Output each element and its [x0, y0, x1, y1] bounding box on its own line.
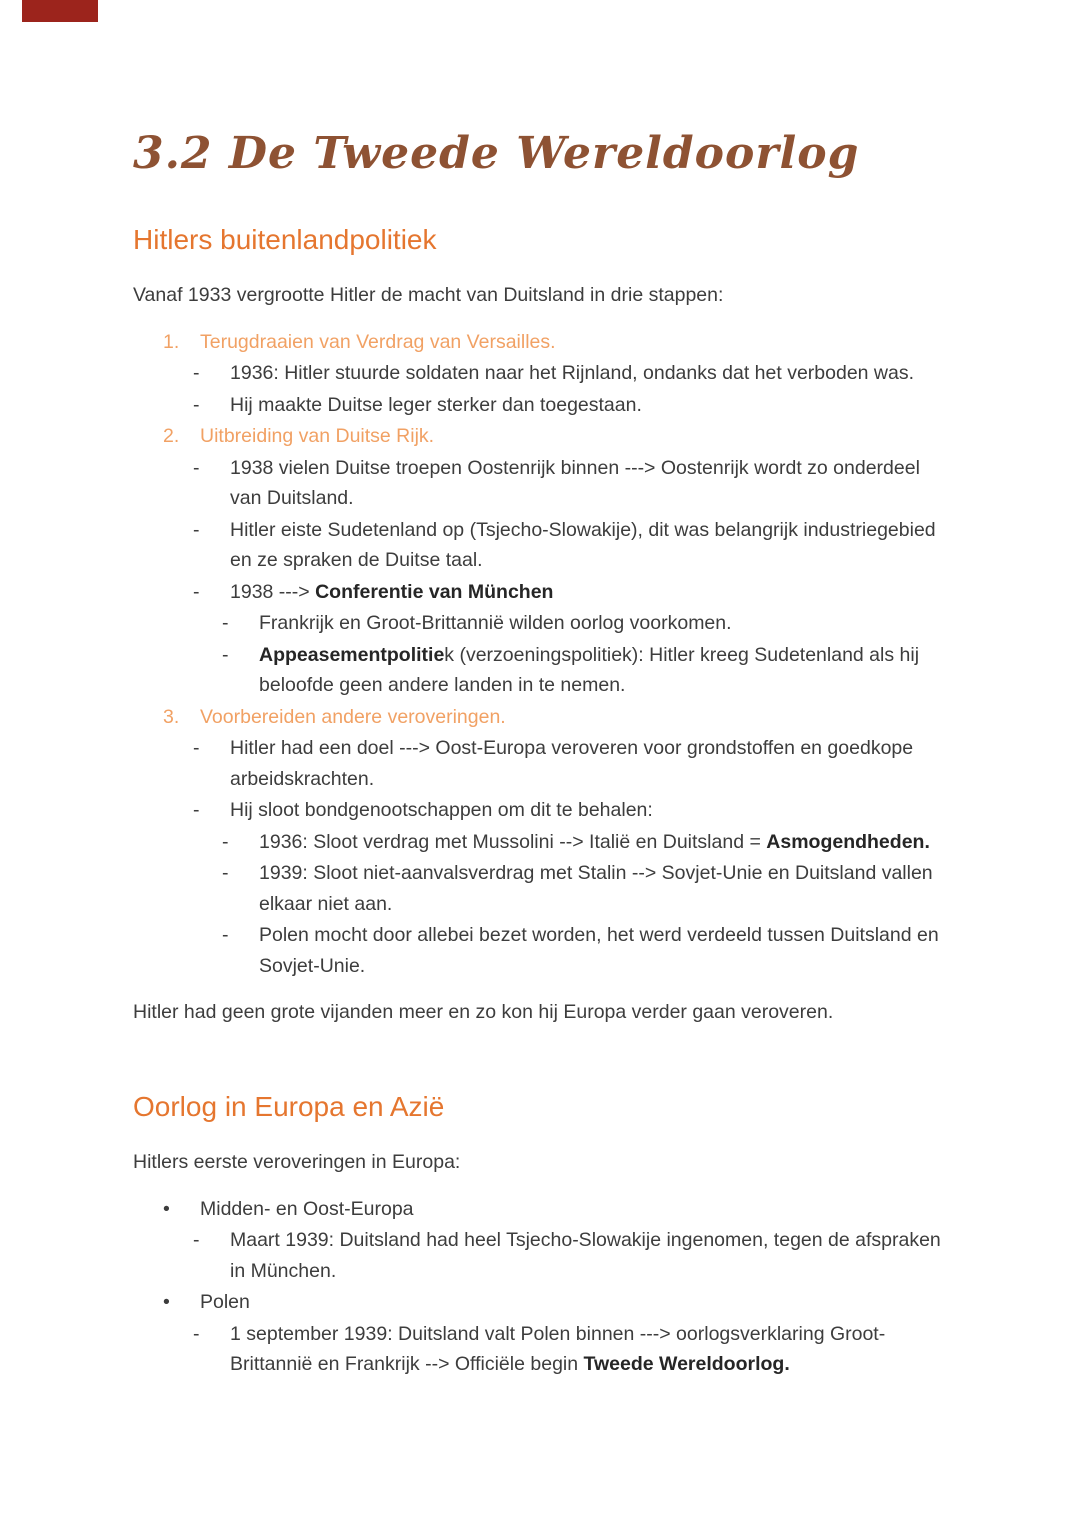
item-text: Hitler eiste Sudetenland op (Tsjecho-Slowakije), dit was belangrijk industriegebied en ze spraken de Duitse taal. — [230, 518, 936, 572]
dash-marker: - — [222, 643, 229, 666]
list-item-bullet — [133, 1287, 947, 1318]
bullet-list-veroveringen — [133, 1194, 947, 1380]
item-text: Hitler had een doel ---> Oost-Europa veroveren voor grondstoffen en goedkope arbeidskrachten. — [230, 737, 914, 790]
list-item — [133, 795, 947, 826]
section-heading-oorlog: Oorlog in Europa en Azië — [133, 1090, 445, 1122]
item-label: Uitbreiding van Duitse Rijk. — [200, 425, 435, 448]
bullet-marker: • — [163, 1291, 170, 1314]
item-number: 1. — [163, 330, 180, 353]
item-text: Hij sloot bondgenootschappen om dit te behalen: — [230, 799, 653, 822]
dash-marker: - — [193, 580, 200, 603]
intro-paragraph-2: Hitlers eerste veroveringen in Europa: — [133, 1151, 461, 1174]
dash-marker: - — [193, 737, 200, 760]
dash-marker: - — [193, 518, 200, 541]
dash-marker: - — [193, 362, 200, 385]
item-label: Voorbereiden andere veroveringen. — [200, 705, 506, 728]
section-heading-buitenlandpolitiek: Hitlers buitenlandpolitiek — [133, 223, 437, 255]
dash-marker: - — [222, 612, 229, 635]
item-label: Midden- en Oost-Europa — [200, 1197, 414, 1220]
dash-marker: - — [193, 393, 200, 416]
list-item — [133, 920, 947, 981]
list-item — [133, 640, 947, 701]
list-item — [133, 577, 947, 608]
item-text: 1936: Sloot verdrag met Mussolini --> Italië en Duitsland = Asmogendheden. — [259, 830, 930, 853]
dash-marker: - — [222, 862, 229, 885]
item-text: Maart 1939: Duitsland had heel Tsjecho-Slowakije ingenomen, tegen de afspraken in München. — [230, 1229, 941, 1282]
dash-marker: - — [193, 799, 200, 822]
item-text: 1936: Hitler stuurde soldaten naar het Rijnland, ondanks dat het verboden was. — [230, 362, 915, 385]
item-text: 1 september 1939: Duitsland valt Polen binnen ---> oorlogsverklaring Groot-Brittannië en Frankrijk --> Officiële begin Tweede Wereldoorlog. — [230, 1322, 886, 1376]
list-item — [133, 390, 947, 421]
bullet-marker: • — [163, 1197, 170, 1220]
item-text: Appeasementpolitiek (verzoeningspolitiek): Hitler kreeg Sudetenland als hij beloofde geen andere landen in te nemen. — [259, 643, 920, 697]
dash-marker: - — [222, 830, 229, 853]
page-title: 3.2 De Tweede Wereldoorlog — [133, 128, 860, 179]
dash-marker: - — [193, 1322, 200, 1345]
item-text: 1938 ---> Conferentie van München — [230, 580, 554, 603]
list-item-step-1 — [133, 327, 947, 358]
dash-marker: - — [193, 1229, 200, 1252]
dash-marker: - — [193, 456, 200, 479]
list-item — [133, 358, 947, 389]
list-item — [133, 608, 947, 639]
list-item-step-3 — [133, 702, 947, 733]
dash-marker: - — [222, 924, 229, 947]
list-item-bullet — [133, 1194, 947, 1225]
item-text: 1938 vielen Duitse troepen Oostenrijk binnen ---> Oostenrijk wordt zo onderdeel van Duitsland. — [230, 456, 920, 510]
outro-paragraph: Hitler had geen grote vijanden meer en zo kon hij Europa verder gaan veroveren. — [133, 1001, 834, 1024]
list-item — [133, 733, 947, 794]
item-text: 1939: Sloot niet-aanvalsverdrag met Stalin --> Sovjet-Unie en Duitsland vallen elkaar niet aan. — [259, 862, 933, 915]
item-label: Polen — [200, 1291, 250, 1314]
item-number: 2. — [163, 425, 180, 448]
item-text: Polen mocht door allebei bezet worden, het werd verdeeld tussen Duitsland en Sovjet-Unie. — [259, 924, 939, 977]
list-item-step-2 — [133, 421, 947, 452]
item-label: Terugdraaien van Verdrag van Versailles. — [200, 330, 556, 353]
intro-paragraph: Vanaf 1933 vergrootte Hitler de macht van Duitsland in drie stappen: — [133, 284, 724, 307]
list-item — [133, 453, 947, 514]
item-text: Hij maakte Duitse leger sterker dan toegestaan. — [230, 393, 642, 416]
list-item — [133, 1225, 947, 1286]
list-item — [133, 515, 947, 576]
corner-ribbon — [22, 0, 98, 22]
list-item — [133, 827, 947, 858]
item-number: 3. — [163, 705, 180, 728]
item-text: Frankrijk en Groot-Brittannië wilden oorlog voorkomen. — [259, 612, 732, 635]
list-item — [133, 1319, 947, 1380]
numbered-list-steps — [133, 327, 947, 982]
list-item — [133, 858, 947, 919]
